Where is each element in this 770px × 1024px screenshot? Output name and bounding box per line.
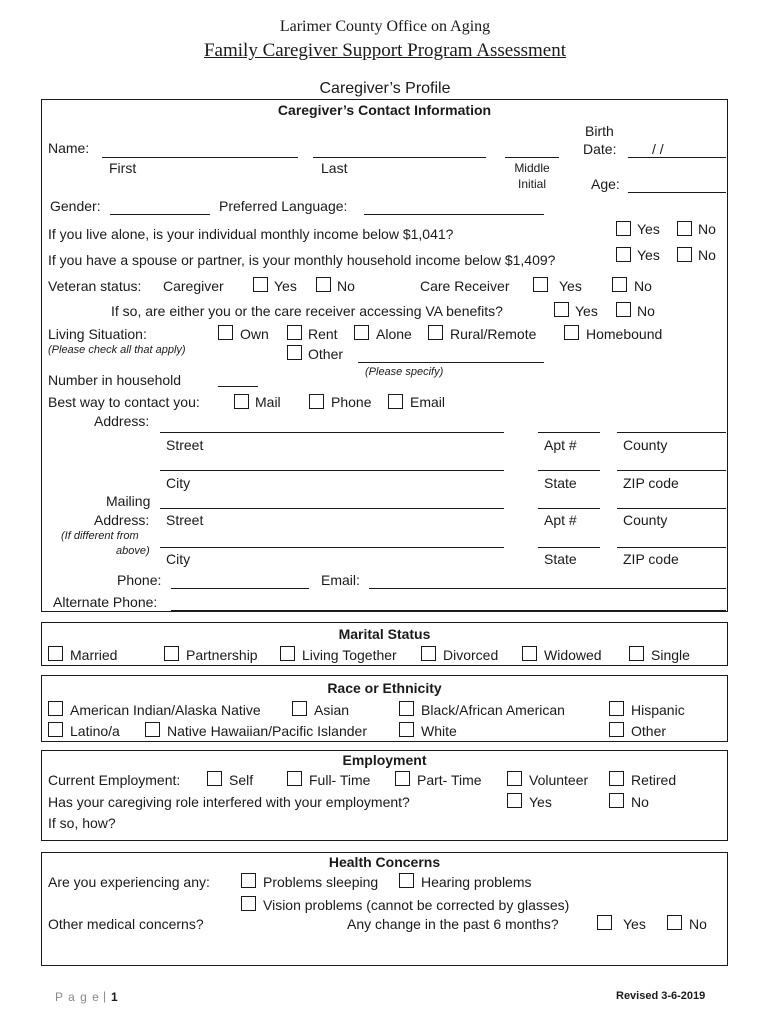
profile-heading: Caregiver’s Profile — [319, 80, 451, 97]
employment-volunteer-label: Volunteer — [529, 772, 589, 788]
employment-retired-checkbox[interactable] — [609, 771, 624, 786]
living-own-checkbox[interactable] — [218, 325, 233, 340]
county-field[interactable] — [617, 432, 726, 433]
race-asian-checkbox[interactable] — [292, 701, 307, 716]
mailing-zip-caption: ZIP code — [623, 551, 679, 567]
race-latino-checkbox[interactable] — [48, 722, 63, 737]
no-label: No — [698, 221, 716, 237]
employment-part-time-label: Part- Time — [417, 772, 482, 788]
marital-widowed-checkbox[interactable] — [522, 646, 537, 661]
race-black-label: Black/African American — [421, 702, 565, 718]
living-alone-label: Alone — [376, 326, 412, 342]
race-hispanic-label: Hispanic — [631, 702, 685, 718]
mailing-city-caption: City — [166, 551, 191, 567]
zip-field[interactable] — [617, 470, 726, 471]
county-caption: County — [623, 437, 668, 453]
health-sleeping-checkbox[interactable] — [241, 873, 256, 888]
other-medical-label: Other medical concerns? — [48, 916, 204, 932]
living-rural-label: Rural/Remote — [450, 326, 537, 342]
name-label: Name: — [48, 140, 90, 156]
race-black-checkbox[interactable] — [399, 701, 414, 716]
phone-label: Phone: — [117, 572, 162, 588]
income-alone-question: If you live alone, is your individual monthly income below $1,041? — [48, 226, 454, 242]
living-situation-note: (Please check all that apply) — [48, 344, 186, 356]
race-heading: Race or Ethnicity — [327, 680, 442, 696]
email-field[interactable] — [369, 588, 726, 589]
living-homebound-label: Homebound — [586, 326, 663, 342]
living-other-label: Other — [308, 346, 344, 362]
living-situation-label: Living Situation: — [48, 326, 147, 342]
gender-label: Gender: — [50, 198, 101, 214]
contact-email-label: Email — [410, 394, 446, 410]
mailing-state-field[interactable] — [538, 547, 600, 548]
middle-initial-caption: Middle Initial — [514, 161, 550, 191]
employment-self-label: Self — [229, 772, 254, 788]
no-label: No — [637, 303, 655, 319]
marital-living-together-checkbox[interactable] — [280, 646, 295, 661]
yes-label: Yes — [274, 278, 297, 294]
income-spouse-question: If you have a spouse or partner, is your monthly household income below $1,409? — [48, 252, 556, 268]
household-field[interactable] — [218, 386, 258, 387]
marital-single-checkbox[interactable] — [629, 646, 644, 661]
race-hawaiian-checkbox[interactable] — [145, 722, 160, 737]
mailing-zip-field[interactable] — [617, 547, 726, 548]
first-caption: First — [109, 160, 137, 176]
zip-caption: ZIP code — [623, 475, 679, 491]
interfered-no-checkbox[interactable] — [609, 793, 624, 808]
living-rent-checkbox[interactable] — [287, 325, 302, 340]
alt-phone-label: Alternate Phone: — [53, 594, 158, 610]
page-separator: | — [103, 989, 107, 1003]
contact-email-checkbox[interactable] — [388, 394, 403, 409]
city-field[interactable] — [160, 470, 504, 471]
health-hearing-label: Hearing problems — [421, 874, 532, 890]
contact-phone-checkbox[interactable] — [309, 394, 324, 409]
no-label: No — [631, 794, 649, 810]
race-white-label: White — [421, 723, 457, 739]
employment-self-checkbox[interactable] — [207, 771, 222, 786]
state-field[interactable] — [538, 470, 600, 471]
marital-divorced-checkbox[interactable] — [421, 646, 436, 661]
alt-phone-field[interactable] — [171, 610, 726, 611]
street-caption: Street — [166, 437, 204, 453]
mailing-city-field[interactable] — [160, 547, 504, 548]
race-other-label: Other — [631, 723, 667, 739]
mailing-street-caption: Street — [166, 512, 204, 528]
interfered-yes-checkbox[interactable] — [507, 793, 522, 808]
no-label: No — [698, 247, 716, 263]
veteran-receiver-yes-checkbox[interactable] — [533, 277, 548, 292]
health-heading: Health Concerns — [328, 854, 441, 870]
veteran-label: Veteran status: — [48, 278, 142, 294]
org-name: Larimer County Office on Aging — [279, 18, 491, 35]
age-field[interactable] — [628, 192, 726, 193]
race-american-indian-checkbox[interactable] — [48, 701, 63, 716]
yes-label: Yes — [529, 794, 552, 810]
mailing-apt-field[interactable] — [538, 508, 600, 509]
date-label: Date: — [583, 141, 617, 157]
mailing-address-label: Address: — [94, 512, 150, 528]
if-different-note: (If different from — [61, 530, 139, 542]
revised-date: Revised 3-6-2019 — [616, 990, 706, 1002]
employment-heading: Employment — [342, 752, 427, 768]
page-number: 1 — [111, 990, 118, 1004]
phone-field[interactable] — [171, 588, 309, 589]
income-alone-no-checkbox[interactable] — [677, 221, 692, 236]
employment-full-time-label: Full- Time — [309, 772, 371, 788]
marital-married-checkbox[interactable] — [48, 646, 63, 661]
va-benefits-question: If so, are either you or the care receiver accessing VA benefits? — [111, 303, 503, 319]
city-caption: City — [166, 475, 191, 491]
marital-partnership-label: Partnership — [186, 647, 258, 663]
income-spouse-yes-checkbox[interactable] — [616, 247, 631, 262]
last-caption: Last — [321, 160, 348, 176]
marital-married-label: Married — [70, 647, 118, 663]
if-so-how-label: If so, how? — [48, 815, 116, 831]
yes-label: Yes — [559, 278, 582, 294]
mailing-label: Mailing — [106, 493, 151, 509]
street-field[interactable] — [160, 432, 504, 433]
veteran-caregiver-label: Caregiver — [163, 278, 224, 294]
mailing-street-field[interactable] — [160, 508, 504, 509]
no-label: No — [689, 916, 707, 932]
change-yes-checkbox[interactable] — [597, 915, 612, 930]
race-american-indian-label: American Indian/Alaska Native — [70, 702, 261, 718]
marital-status-heading: Marital Status — [338, 626, 431, 642]
state-caption: State — [544, 475, 577, 491]
above-note: above) — [116, 545, 150, 557]
race-white-checkbox[interactable] — [399, 722, 414, 737]
marital-divorced-label: Divorced — [443, 647, 499, 663]
birth-date-field[interactable] — [628, 157, 726, 158]
contact-mail-label: Mail — [255, 394, 281, 410]
apt-field[interactable] — [538, 432, 600, 433]
veteran-receiver-no-checkbox[interactable] — [612, 277, 627, 292]
age-label: Age: — [591, 176, 620, 192]
mailing-apt-caption: Apt # — [544, 512, 577, 528]
contact-info-heading: Caregiver’s Contact Information — [277, 102, 492, 118]
income-spouse-no-checkbox[interactable] — [677, 247, 692, 262]
contact-phone-label: Phone — [331, 394, 372, 410]
interfered-question: Has your caregiving role interfered with your employment? — [48, 794, 410, 810]
email-label: Email: — [321, 572, 360, 588]
living-rural-checkbox[interactable] — [428, 325, 443, 340]
mailing-county-caption: County — [623, 512, 668, 528]
living-other-specify-field[interactable] — [358, 362, 544, 363]
contact-method-label: Best way to contact you: — [48, 394, 200, 410]
race-asian-label: Asian — [314, 702, 350, 718]
race-latino-label: Latino/a — [70, 723, 120, 739]
yes-label: Yes — [575, 303, 598, 319]
veteran-caregiver-yes-checkbox[interactable] — [253, 277, 268, 292]
marital-partnership-checkbox[interactable] — [164, 646, 179, 661]
marital-single-label: Single — [651, 647, 690, 663]
language-field[interactable] — [364, 214, 544, 215]
language-label: Preferred Language: — [219, 198, 348, 214]
form-title: Family Caregiver Support Program Assessment — [203, 40, 567, 61]
change-label: Any change in the past 6 months? — [347, 916, 559, 932]
no-label: No — [634, 278, 652, 294]
middle-initial-field[interactable] — [505, 157, 559, 158]
marital-widowed-label: Widowed — [544, 647, 602, 663]
address-label: Address: — [94, 413, 150, 429]
race-hispanic-checkbox[interactable] — [609, 701, 624, 716]
first-name-field[interactable] — [102, 157, 298, 158]
yes-label: Yes — [637, 221, 660, 237]
employment-full-time-checkbox[interactable] — [287, 771, 302, 786]
employment-volunteer-checkbox[interactable] — [507, 771, 522, 786]
veteran-caregiver-no-checkbox[interactable] — [316, 277, 331, 292]
race-other-checkbox[interactable] — [609, 722, 624, 737]
va-yes-checkbox[interactable] — [554, 302, 569, 317]
veteran-receiver-label: Care Receiver — [420, 278, 510, 294]
date-slashes: / / — [652, 141, 664, 157]
income-alone-yes-checkbox[interactable] — [616, 221, 631, 236]
birth-label: Birth — [585, 123, 614, 139]
mailing-county-field[interactable] — [617, 508, 726, 509]
last-name-field[interactable] — [313, 157, 486, 158]
change-no-checkbox[interactable] — [667, 915, 682, 930]
living-alone-checkbox[interactable] — [354, 325, 369, 340]
yes-label: Yes — [637, 247, 660, 263]
mailing-state-caption: State — [544, 551, 577, 567]
please-specify-note: (Please specify) — [365, 366, 444, 378]
va-no-checkbox[interactable] — [616, 302, 631, 317]
no-label: No — [337, 278, 355, 294]
household-label: Number in household — [48, 372, 182, 388]
health-vision-checkbox[interactable] — [241, 896, 256, 911]
employment-part-time-checkbox[interactable] — [395, 771, 410, 786]
apt-caption: Apt # — [544, 437, 577, 453]
page-label: P a g e — [55, 990, 100, 1004]
current-employment-label: Current Employment: — [48, 772, 181, 788]
health-vision-label: Vision problems (cannot be corrected by glasses) — [263, 897, 570, 913]
race-hawaiian-label: Native Hawaiian/Pacific Islander — [167, 723, 367, 739]
gender-field[interactable] — [110, 214, 210, 215]
living-rent-label: Rent — [308, 326, 338, 342]
experiencing-label: Are you experiencing any: — [48, 874, 210, 890]
living-other-checkbox[interactable] — [287, 345, 302, 360]
living-own-label: Own — [240, 326, 269, 342]
contact-mail-checkbox[interactable] — [234, 394, 249, 409]
health-sleeping-label: Problems sleeping — [263, 874, 379, 890]
health-hearing-checkbox[interactable] — [399, 873, 414, 888]
living-homebound-checkbox[interactable] — [564, 325, 579, 340]
employment-retired-label: Retired — [631, 772, 677, 788]
marital-living-together-label: Living Together — [302, 647, 397, 663]
yes-label: Yes — [623, 916, 646, 932]
